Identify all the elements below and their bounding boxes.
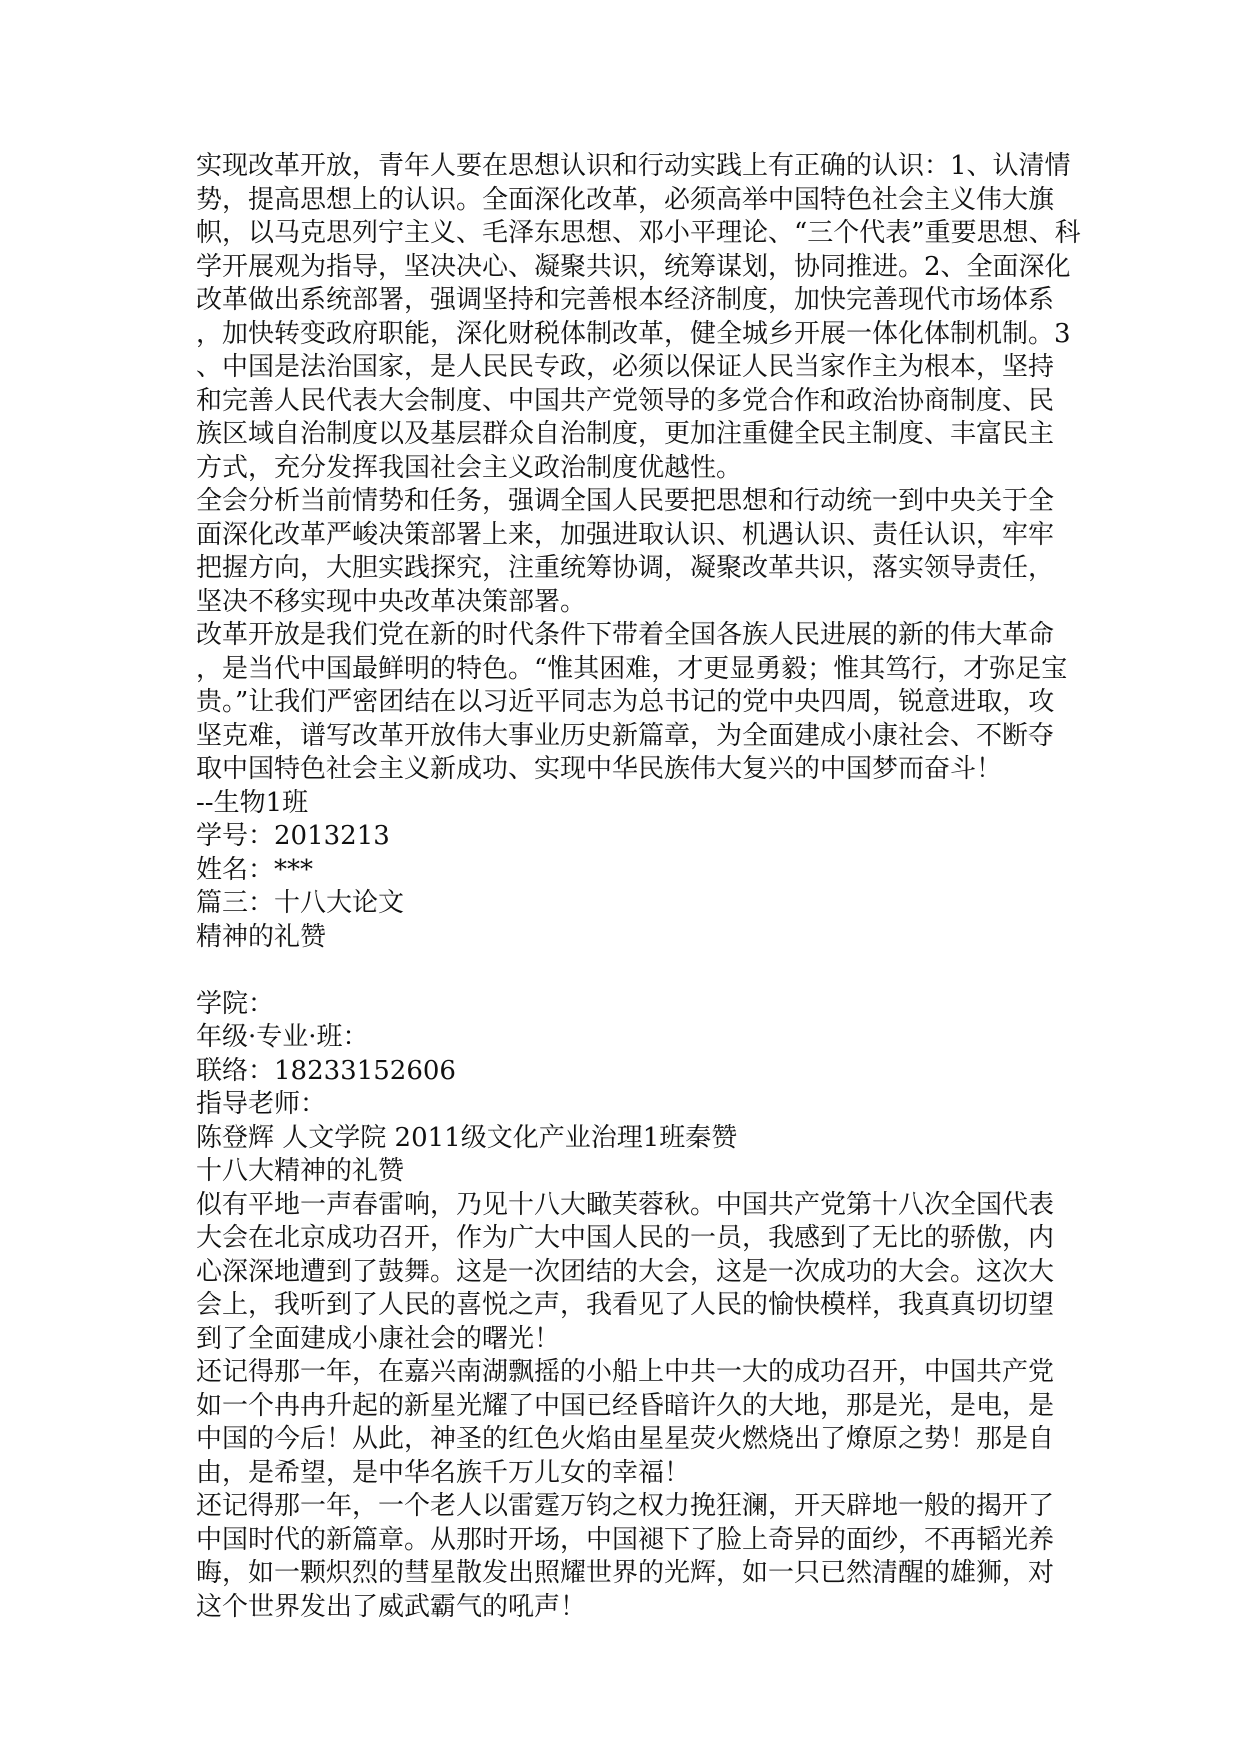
text-line: 中国的今后！从此，神圣的红色火焰由星星荧火燃烧出了燎原之势！那是自 [196,1424,1055,1454]
text-line: 学开展观为指导，坚决决心、凝聚共识，统筹谋划，协同推进。2、全面深化 [196,251,1071,282]
advisor-field: 指导老师： [196,1089,327,1119]
text-line: 族区域自治制度以及基层群众自治制度，更加注重健全民主制度、丰富民主 [196,419,1055,449]
text-line: 势，提高思想上的认识。全面深化改革，必须高举中国特色社会主义伟大旗 [196,184,1055,215]
text-line: 贵。”让我们严密团结在以习近平同志为总书记的党中央四周，锐意进取，攻 [196,687,1055,717]
student-id: 学号：2013213 [196,821,390,851]
text-line: 取中国特色社会主义新成功、实现中华民族伟大复兴的中国梦而奋斗！ [196,754,1003,784]
text-line: 全会分析当前情势和任务，强调全国人民要把思想和行动统一到中央关于全 [196,486,1055,516]
text-line: 到了全面建成小康社会的曙光！ [196,1323,561,1354]
text-line: 心深深地遭到了鼓舞。这是一次团结的大会，这是一次成功的大会。这次大 [196,1256,1055,1287]
blank-line [196,954,1046,988]
text-line: 这个世界发出了威武霸气的吼声！ [196,1591,587,1622]
text-line: 晦，如一颗炽烈的彗星散发出照耀世界的光辉，如一只已然清醒的雄狮，对 [196,1558,1055,1588]
text-line: ，是当代中国最鲜明的特色。“惟其困难，才更显勇毅；惟其笃行，才弥足宝 [196,653,1068,684]
text-line: 由，是希望，是中华名族千万儿女的幸福！ [196,1457,691,1488]
grade-major-class-field: 年级·专业·班： [196,1022,369,1052]
text-line: 中国时代的新篇章。从那时开场，中国褪下了脸上奇异的面纱，不再韬光养 [196,1524,1055,1555]
contact-field: 联络：18233152606 [196,1055,456,1086]
text-line: 大会在北京成功召开，作为广大中国人民的一员，我感到了无比的骄傲，内 [196,1223,1055,1253]
section-heading: 篇三：十八大论文 [196,888,405,918]
text-line: 帜，以马克思列宁主义、毛泽东思想、邓小平理论、“三个代表”重要思想、科 [196,218,1081,248]
college-field: 学院： [196,988,275,1019]
text-line: 会上，我听到了人民的喜悦之声，我看见了人民的愉快模样，我真真切切望 [196,1290,1055,1320]
text-line: 把握方向，大胆实践探究，注重统筹协调，凝聚改革共识，落实领导责任， [196,553,1055,583]
text-line: ，加快转变政府职能，深化财税体制改革，健全城乡开展一体化体制机制。3 [196,318,1071,349]
text-line: 方式，充分发挥我国社会主义政治制度优越性。 [196,452,743,483]
text-line: 实现改革开放，青年人要在思想认识和行动实践上有正确的认识：1、认清情 [196,151,1071,181]
text-line: 和完善人民代表大会制度、中国共产党领导的多党合作和政治协商制度、民 [196,385,1055,416]
author-line: 陈登辉 人文学院 2011级文化产业治理1班秦赞 [196,1122,738,1153]
text-line: 改革开放是我们党在新的时代条件下带着全国各族人民进展的新的伟大革命 [196,620,1055,650]
text-line: 改革做出系统部署，强调坚持和完善根本经济制度，加快完善现代市场体系 [196,285,1055,315]
text-line: 似有平地一声春雷响，乃见十八大瞰芙蓉秋。中国共产党第十八次全国代表 [196,1189,1055,1220]
student-name: 姓名：*** [196,854,314,885]
author-class: --生物1班 [196,787,309,818]
text-line: 还记得那一年，在嘉兴南湖飘摇的小船上中共一大的成功召开，中国共产党 [196,1357,1055,1387]
text-line: 面深化改革严峻决策部署上来，加强进取认识、机遇认识、责任认识，牢牢 [196,519,1055,550]
text-line: 坚决不移实现中央改革决策部署。 [196,586,587,617]
section-subtitle: 精神的礼赞 [196,921,327,952]
text-line: 如一个冉冉升起的新星光耀了中国已经昏暗许久的大地，那是光，是电，是 [196,1390,1055,1421]
document-page [196,150,1081,1624]
text-line: 还记得那一年，一个老人以雷霆万钧之权力挽狂澜，开天辟地一般的揭开了 [196,1491,1055,1521]
text-line: 、中国是法治国家，是人民民专政，必须以保证人民当家作主为根本，坚持 [196,352,1055,382]
text-line: 坚克难，谱写改革开放伟大事业历史新篇章，为全面建成小康社会、不断夺 [196,720,1055,751]
essay-title: 十八大精神的礼赞 [196,1156,405,1186]
